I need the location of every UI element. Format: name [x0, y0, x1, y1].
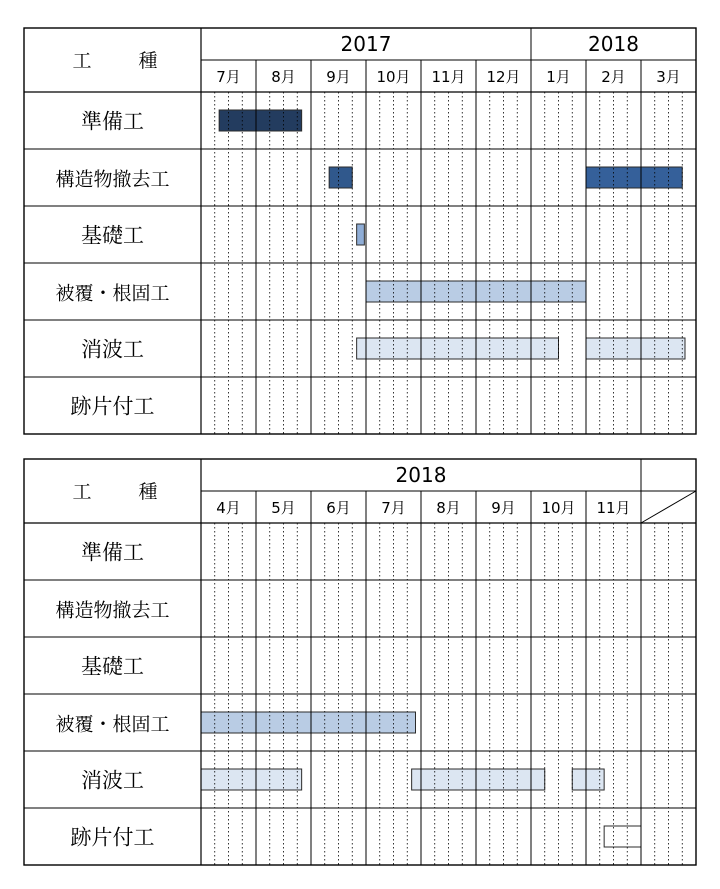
month-label: 10月: [376, 68, 411, 86]
month-label: 5月: [271, 499, 296, 517]
gantt-bar: [201, 712, 416, 733]
gantt-bar: [586, 167, 682, 188]
month-label: 12月: [486, 68, 521, 86]
gantt-bar: [586, 338, 685, 359]
task-label: 構造物撤去工: [55, 599, 170, 622]
task-label: 準備工: [81, 540, 144, 565]
task-label: 被覆・根固工: [55, 282, 170, 305]
year-label: 2017: [340, 32, 392, 56]
gantt-bar: [329, 167, 352, 188]
task-header-char: 工: [72, 50, 92, 72]
task-label: 跡片付工: [70, 394, 155, 419]
gantt-bar: [604, 826, 641, 847]
month-label: 8月: [271, 68, 296, 86]
year-label: 2018: [588, 32, 639, 56]
month-label: 11月: [431, 68, 466, 86]
month-label: 6月: [326, 499, 351, 517]
gantt-table-2: [24, 459, 696, 865]
gantt-bar: [357, 338, 559, 359]
month-label: 7月: [381, 499, 406, 517]
month-label: 1月: [546, 68, 571, 86]
month-label: 8月: [436, 499, 461, 517]
gantt-bar: [412, 769, 545, 790]
gantt-bar: [357, 224, 365, 245]
month-label: 4月: [216, 499, 241, 517]
year-label: 2018: [395, 463, 447, 487]
task-label: 基礎工: [81, 223, 144, 248]
month-label: 11月: [596, 499, 631, 517]
task-header-char: 種: [138, 481, 158, 503]
task-label: 跡片付工: [70, 825, 155, 850]
month-label: 3月: [656, 68, 681, 86]
month-label: 2月: [601, 68, 626, 86]
task-header-char: 種: [138, 50, 158, 72]
month-label: 9月: [491, 499, 516, 517]
task-label: 準備工: [81, 109, 144, 134]
month-label: 7月: [216, 68, 241, 86]
task-label: 消波工: [81, 768, 144, 793]
task-label: 基礎工: [81, 654, 144, 679]
month-label: 9月: [326, 68, 351, 86]
task-label: 消波工: [81, 337, 144, 362]
gantt-bar: [201, 769, 302, 790]
empty-column-slash: [641, 491, 696, 523]
task-label: 被覆・根固工: [55, 713, 170, 736]
gantt-table-1: [24, 28, 696, 434]
task-header-char: 工: [72, 481, 92, 503]
month-label: 10月: [541, 499, 576, 517]
task-label: 構造物撤去工: [55, 168, 170, 191]
gantt-bar: [219, 110, 302, 131]
